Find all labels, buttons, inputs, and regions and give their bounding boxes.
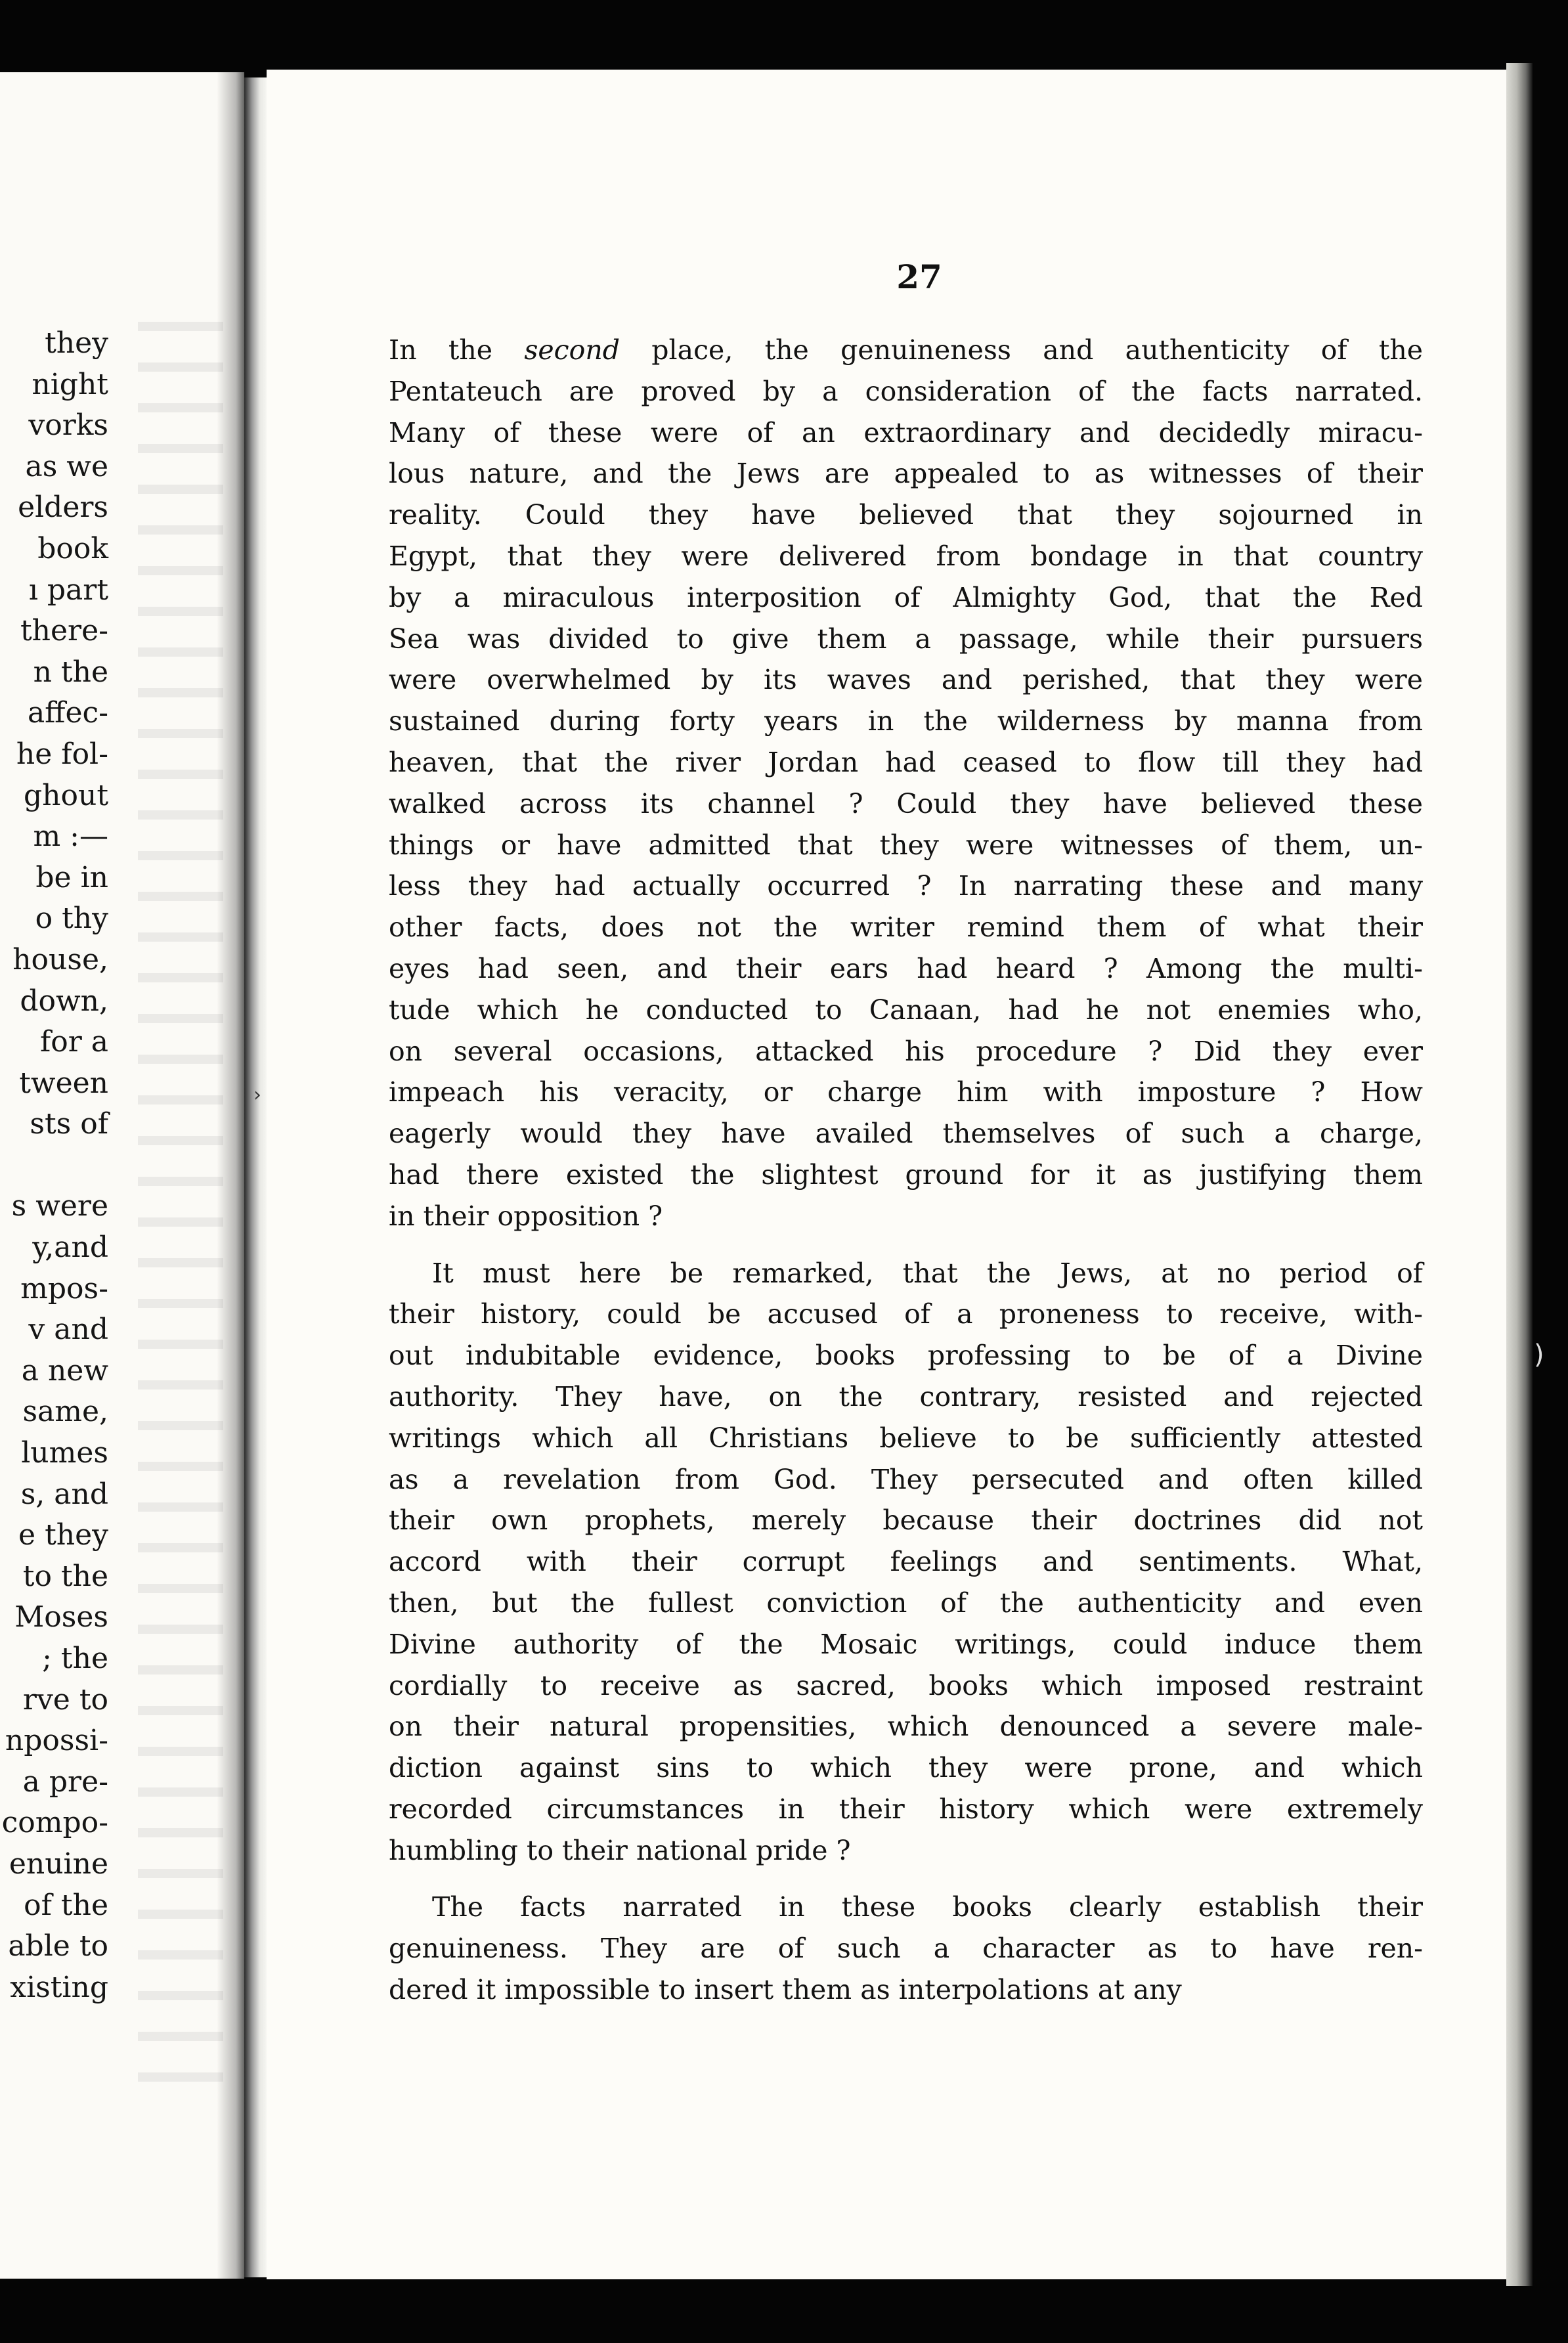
left-page-line: down, bbox=[20, 984, 108, 1018]
left-page-line: xisting bbox=[10, 1970, 108, 2004]
left-page-line: enuine bbox=[9, 1847, 108, 1881]
text-line: In the second place, the genuineness and authenticity of the bbox=[389, 334, 1424, 366]
paragraph bbox=[389, 1253, 1423, 1872]
left-page-line: a new bbox=[21, 1353, 108, 1388]
text-line: The facts narrated in these books clearly establish their bbox=[432, 1891, 1423, 1923]
left-page-line: ghout bbox=[23, 778, 108, 812]
text-line: accord with their corrupt feelings and sentiments. What, bbox=[389, 1546, 1423, 1578]
left-page-line: same, bbox=[22, 1395, 108, 1429]
text-line: other facts, does not the writer remind them of what their bbox=[389, 911, 1423, 944]
left-page-line: book bbox=[37, 531, 108, 565]
text-line: things or have admitted that they were witnesses of them, un- bbox=[389, 829, 1423, 861]
text-line: on their natural propensities, which denounced a severe male- bbox=[389, 1711, 1423, 1743]
left-page-line: rve to bbox=[22, 1682, 108, 1717]
edge-mark: ) bbox=[1534, 1340, 1544, 1370]
left-page-line: there- bbox=[20, 614, 108, 648]
text-line: dered it impossible to insert them as interpolations at any bbox=[389, 1974, 1182, 2006]
left-page-line: mpos- bbox=[20, 1271, 108, 1305]
text-line: in their opposition ? bbox=[389, 1200, 663, 1232]
left-page-line: they bbox=[45, 326, 108, 360]
page-edge bbox=[1506, 63, 1533, 2286]
left-page-text-fragments bbox=[0, 323, 108, 2008]
left-page-line: vorks bbox=[28, 408, 108, 443]
text-line: sustained during forty years in the wilderness by manna from bbox=[389, 705, 1423, 737]
left-page-line: y,and bbox=[32, 1231, 108, 1265]
paragraph bbox=[389, 1887, 1423, 2010]
left-page-line: as we bbox=[25, 449, 108, 483]
text-line: Sea was divided to give them a passage, while their pursuers bbox=[389, 623, 1423, 655]
page-number: 27 bbox=[896, 257, 942, 296]
emphasized-word: second bbox=[524, 334, 620, 366]
text-line: eagerly would they have availed themselves of such a charge, bbox=[389, 1118, 1423, 1150]
text-line: by a miraculous interposition of Almighty God, that the Red bbox=[389, 581, 1423, 613]
text-line: cordially to receive as sacred, books which imposed restraint bbox=[389, 1669, 1423, 1701]
left-page-line: to the bbox=[22, 1559, 108, 1593]
left-page-line: ı part bbox=[28, 573, 108, 607]
left-page-line: he fol- bbox=[16, 737, 108, 771]
text-line: genuineness. They are of such a character as to have ren- bbox=[389, 1933, 1423, 1965]
left-page-line: ; the bbox=[42, 1642, 108, 1675]
left-page-line: o thy bbox=[35, 902, 108, 936]
left-page-bleedthrough bbox=[138, 322, 223, 2095]
left-page-line: n the bbox=[33, 655, 108, 689]
text-line: their history, could be accused of a proneness to receive, with- bbox=[389, 1298, 1423, 1330]
text-line: Many of these were of an extraordinary and decidedly miracu- bbox=[389, 416, 1423, 449]
text-line: reality. Could they have believed that they sojourned in bbox=[389, 499, 1423, 531]
left-page-line: tween bbox=[19, 1066, 108, 1100]
text-line: authority. They have, on the contrary, resisted and rejected bbox=[389, 1380, 1423, 1412]
text-line: out indubitable evidence, books professing to be of a Divine bbox=[389, 1340, 1423, 1372]
left-page-line: compo- bbox=[1, 1806, 108, 1840]
left-page-line: elders bbox=[18, 491, 108, 525]
paragraph bbox=[389, 330, 1423, 1237]
text-line: humbling to their national pride ? bbox=[389, 1834, 851, 1866]
left-page-line: s, and bbox=[20, 1477, 108, 1511]
text-line: It must here be remarked, that the Jews, at no period of bbox=[432, 1257, 1423, 1289]
left-page-line bbox=[0, 1145, 108, 1187]
left-page-line: sts of bbox=[30, 1107, 108, 1141]
text-line: as a revelation from God. They persecuted and often killed bbox=[389, 1463, 1423, 1495]
text-line: on several occasions, attacked his procedure ? Did they ever bbox=[389, 1035, 1423, 1067]
left-page-line: a pre- bbox=[22, 1764, 108, 1799]
body-text bbox=[389, 330, 1423, 2011]
left-page-line: affec- bbox=[27, 696, 108, 730]
left-page bbox=[0, 72, 244, 2279]
left-page-line: night bbox=[32, 367, 108, 401]
left-page-line: house, bbox=[12, 942, 108, 976]
text-line: their own prophets, merely because their doctrines did not bbox=[389, 1504, 1423, 1537]
text-line: Pentateuch are proved by a consideration of the facts narrated. bbox=[389, 375, 1423, 407]
left-page-line: Moses bbox=[14, 1600, 108, 1634]
left-page-line: lumes bbox=[21, 1436, 108, 1470]
left-page-line: of the bbox=[24, 1888, 108, 1922]
text-line: impeach his veracity, or charge him with imposture ? How bbox=[389, 1076, 1423, 1108]
text-line: less they had actually occurred ? In narrating these and many bbox=[389, 870, 1423, 902]
text-line: heaven, that the river Jordan had ceased to flow till they had bbox=[389, 746, 1423, 778]
left-page-line: npossi- bbox=[5, 1724, 108, 1758]
text-line: Divine authority of the Mosaic writings, could induce them bbox=[389, 1628, 1423, 1660]
text-line: walked across its channel ? Could they have believed these bbox=[389, 787, 1423, 820]
text-line: then, but the fullest conviction of the authenticity and even bbox=[389, 1587, 1423, 1619]
text-line: tude which he conducted to Canaan, had he not enemies who, bbox=[389, 994, 1423, 1026]
text-line: recorded circumstances in their history which were extremely bbox=[389, 1793, 1423, 1825]
left-page-line: v and bbox=[28, 1313, 108, 1347]
left-page-line: able to bbox=[8, 1929, 108, 1963]
left-page-line: e they bbox=[18, 1518, 108, 1552]
left-page-line: m :— bbox=[33, 820, 108, 854]
left-page-line: for a bbox=[39, 1025, 108, 1059]
text-line: were overwhelmed by its waves and perished, that they were bbox=[389, 664, 1423, 696]
text-line: had there existed the slightest ground for it as justifying them bbox=[389, 1158, 1423, 1191]
left-page-line: be in bbox=[35, 860, 108, 894]
text-line: writings which all Christians believe to be sufficiently attested bbox=[389, 1422, 1423, 1454]
fold-mark: › bbox=[253, 1084, 261, 1106]
binding-fold bbox=[244, 77, 267, 2277]
gutter-shadow bbox=[217, 72, 244, 2279]
text-line: eyes had seen, and their ears had heard ? Among the multi- bbox=[389, 952, 1423, 984]
left-page-line: s were bbox=[11, 1189, 108, 1223]
text-line: Egypt, that they were delivered from bondage in that country bbox=[389, 540, 1423, 572]
text-line: lous nature, and the Jews are appealed to as witnesses of their bbox=[389, 458, 1423, 490]
text-line: diction against sins to which they were prone, and which bbox=[389, 1752, 1423, 1784]
